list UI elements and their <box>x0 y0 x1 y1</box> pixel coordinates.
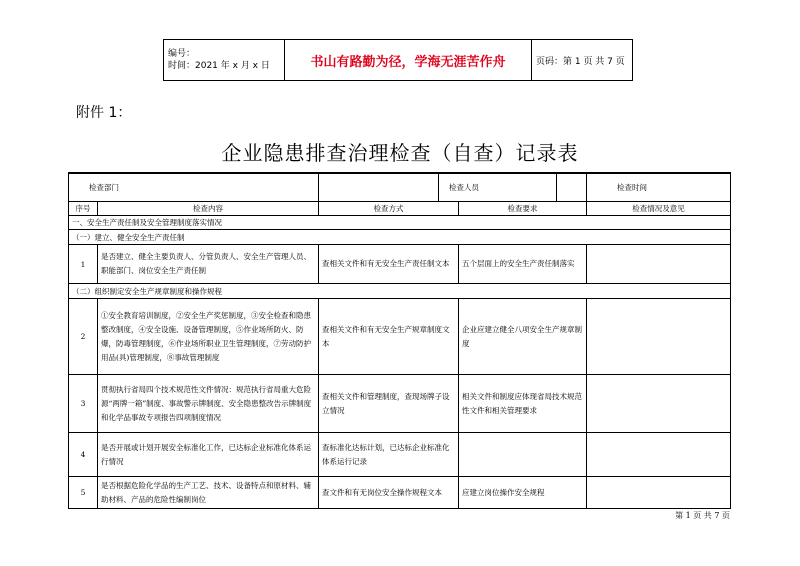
attachment-label: 附件 1： <box>76 105 132 121</box>
row-method: 查相关文件和有无安全生产责任制文本 <box>319 245 459 284</box>
subsection-row <box>69 230 731 245</box>
person-label: 检查人员 <box>439 173 557 202</box>
row-seq: 1 <box>69 245 98 284</box>
col-method: 检查方式 <box>319 202 459 216</box>
header-page-info: 页码：第 1 页 共 7 页 <box>532 40 633 81</box>
header-motto: 书山有路勤为径，学海无涯苦作舟 <box>285 40 532 81</box>
number-label: 编号： <box>168 49 196 59</box>
row-content: 是否开展或计划开展安全标准化工作，已达标企业标准化体系运行情况 <box>98 433 319 477</box>
col-result: 检查情况及意见 <box>587 202 731 216</box>
document-header <box>163 39 633 81</box>
page-title: 企业隐患排查治理检查（自查）记录表 <box>221 141 579 165</box>
col-requirement: 检查要求 <box>459 202 587 216</box>
col-seq: 序号 <box>69 202 98 216</box>
row-result[interactable] <box>587 433 731 477</box>
col-content: 检查内容 <box>98 202 319 216</box>
row-seq: 2 <box>69 299 98 375</box>
row-requirement: 五个层面上的安全生产责任制落实 <box>459 245 587 284</box>
subsection-title: （一）建立、健全安全生产责任制 <box>69 230 731 245</box>
page-footer: 第 1 页 共 7 页 <box>675 511 730 520</box>
time-label: 时间：2021 年 x 月 x 日 <box>168 61 270 71</box>
row-content: ①安全教育培训制度，②安全生产奖惩制度，③安全检查和隐患整改制度，④安全设施、设备管理制度，⑤作业场所防火、防爆，防毒管理制度，⑥作业场所职业卫生管理制度，⑦劳动防护用品(具)管理制度，⑧事故管理制度 <box>98 299 319 375</box>
row-result[interactable] <box>587 375 731 433</box>
table-row <box>69 299 731 375</box>
row-result[interactable] <box>587 477 731 509</box>
row-content: 贯彻执行省局四个技术规范性文件情况：规范执行省局重大危险源“两牌一箱”制度、事故警示牌制度、安全隐患整改告示牌制度和化学品事故专项报告四项制度情况 <box>98 375 319 433</box>
subsection-title: （二）组织制定安全生产规章制度和操作规程 <box>69 284 731 299</box>
row-seq: 4 <box>69 433 98 477</box>
section-row <box>69 216 731 230</box>
row-method: 查文件和有无岗位安全操作规程文本 <box>319 477 459 509</box>
table-row <box>69 375 731 433</box>
subsection-row <box>69 284 731 299</box>
row-requirement: 应建立岗位操作安全规程 <box>459 477 587 509</box>
row-requirement: 企业应建立健全八项安全生产规章制度 <box>459 299 587 375</box>
table-row <box>69 245 731 284</box>
row-requirement: 相关文件和制度应体现省局技术规范性文件和相关管理要求 <box>459 375 587 433</box>
row-seq: 3 <box>69 375 98 433</box>
row-method: 查相关文件和有无安全生产规章制度文本 <box>319 299 459 375</box>
section-title: 一、安全生产责任制及安全管理制度落实情况 <box>69 216 731 230</box>
info-row <box>69 173 731 202</box>
header-meta <box>164 40 285 81</box>
person-value[interactable] <box>557 173 587 202</box>
column-header-row <box>69 202 731 216</box>
row-requirement <box>459 433 587 477</box>
table-row <box>69 477 731 509</box>
inspection-table <box>68 172 731 509</box>
row-content: 是否建立、健全主要负责人、分管负责人、安全生产管理人员、职能部门、岗位安全生产责任制 <box>98 245 319 284</box>
table-row <box>69 433 731 477</box>
dept-label: 检查部门 <box>69 173 319 202</box>
row-content: 是否根据危险化学品的生产工艺、技术、设备特点和原材料、辅助材料、产品的危险性编制岗位 <box>98 477 319 509</box>
row-seq: 5 <box>69 477 98 509</box>
row-method: 查标准化达标计划，已达标企业标准化体系运行记录 <box>319 433 459 477</box>
dept-value[interactable] <box>319 173 439 202</box>
time-field-label: 检查时间 <box>617 183 647 192</box>
row-method: 查相关文件和管理制度，查现场牌子设立情况 <box>319 375 459 433</box>
row-result[interactable] <box>587 299 731 375</box>
time-cell[interactable] <box>587 173 731 202</box>
row-result[interactable] <box>587 245 731 284</box>
